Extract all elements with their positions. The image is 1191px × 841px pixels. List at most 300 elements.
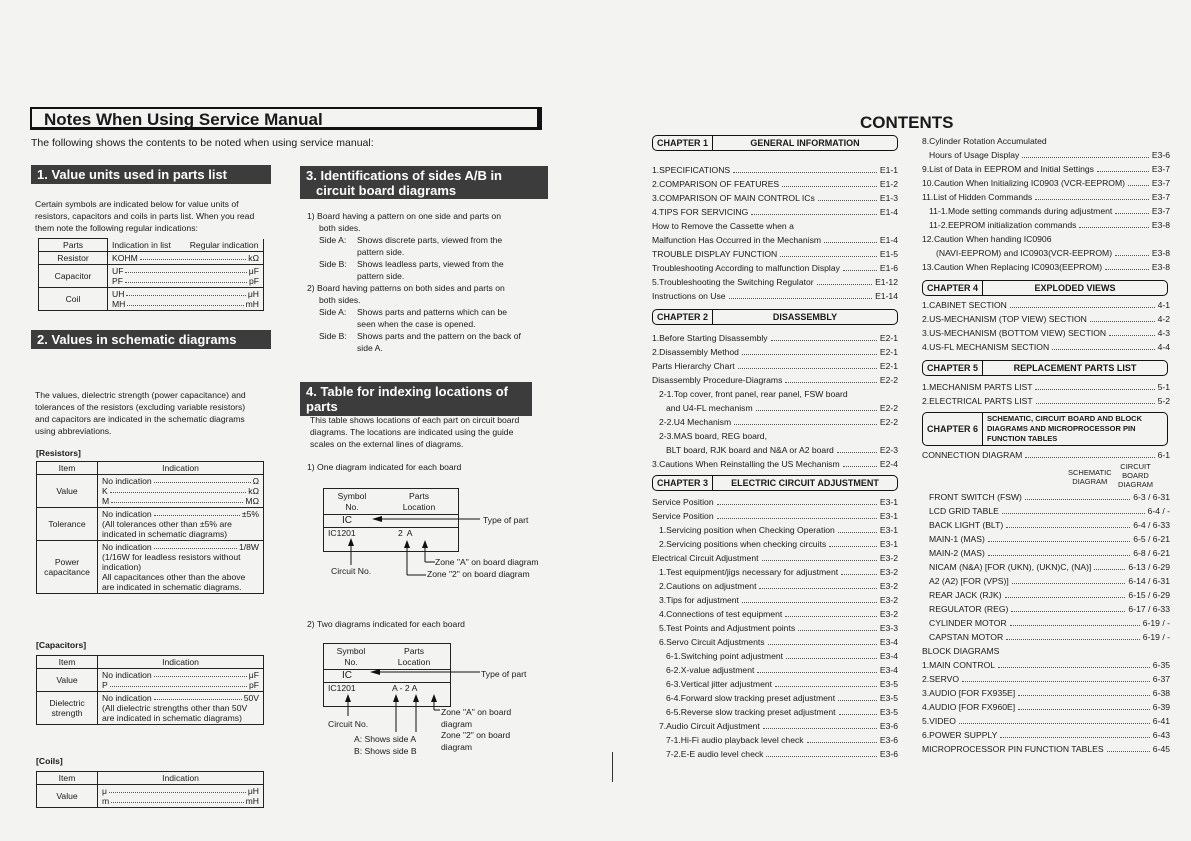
toc-entry-title: and U4-FL mechanism [666, 403, 753, 413]
toc-entry [652, 233, 898, 247]
toc-entry [922, 490, 1170, 504]
section-3-text: 1) Board having a pattern on one side and parts on both sides. Side A: Shows discrete parts, viewed from the pattern side. Side B: Shows leadless parts, viewed from the pattern side. 2) Board having patterns on both sides and parts on both sides. Side A: Shows parts and patterns which can be seen when the case is opened. Side B: Shows parts and the pattern on the back of side A. [307, 211, 521, 353]
toc-entry-page: 6-5 / 6-21 [1133, 534, 1170, 544]
chapter-3-header: CHAPTER 3 ELECTRIC CIRCUIT ADJUSTMENT [652, 475, 898, 491]
toc-entry-title: 3.US-MECHANISM (BOTTOM VIEW) SECTION [922, 328, 1107, 338]
toc-entry-page: E1-5 [879, 249, 898, 259]
toc-entry [652, 495, 898, 509]
toc-entry [652, 635, 898, 649]
toc-entry-page: E1-3 [879, 193, 898, 203]
toc-entry [922, 644, 1170, 658]
toc-entry [922, 672, 1170, 686]
toc-entry [652, 457, 898, 471]
col-indication: Indication [98, 656, 264, 669]
toc-entry-page: 6-39 [1152, 702, 1170, 712]
side-b-label: B: Shows side B [354, 746, 417, 756]
toc-entry-title: 1.MAIN CONTROL [922, 660, 996, 670]
toc-entry-page: E3-6 [879, 749, 898, 759]
toc-entry-title: Service Position [652, 497, 714, 507]
toc-entry-page: E3-4 [879, 665, 898, 675]
toc-entry [652, 415, 898, 429]
capacitors-table [36, 655, 264, 725]
toc-entry [652, 705, 898, 719]
toc-entry [922, 246, 1170, 260]
capacitor-pf: PF pF [112, 276, 259, 286]
toc-entry-page: 6-19 / - [1142, 618, 1170, 628]
col-parts: Parts [39, 239, 108, 252]
res-tol-line: indicated in schematic diagrams) [102, 529, 228, 539]
coil-value-item: Value [37, 785, 98, 808]
toc-entry [652, 401, 898, 415]
toc-entry-page: E3-3 [879, 623, 898, 633]
toc-entry-page: E2-1 [879, 347, 898, 357]
cap-diel-line: (All dielectric strengths other than 50V [102, 703, 248, 713]
toc-entry [652, 621, 898, 635]
toc-entry [652, 247, 898, 261]
toc-entry-page: 4-3 [1157, 328, 1170, 338]
toc-entry-title: 8.Cylinder Rotation Accumulated [922, 136, 1047, 146]
toc-entry-page: E3-7 [1151, 178, 1170, 188]
zone-2-label: Zone "2" on board diagram [427, 569, 530, 579]
toc-entry-page: E3-2 [879, 595, 898, 605]
toc-entry [922, 394, 1170, 408]
toc-entry-title: BACK LIGHT (BLT) [929, 520, 1004, 530]
toc-entry-title: 6-1.Switching point adjustment [666, 651, 784, 661]
toc-entry [652, 747, 898, 761]
toc-entry-page: E1-4 [879, 207, 898, 217]
toc-entry-page: E3-1 [879, 497, 898, 507]
toc-entry [922, 312, 1170, 326]
connection-diagram-entry: CONNECTION DIAGRAM 6-1 [922, 450, 1170, 460]
toc-entry [652, 359, 898, 373]
toc-entry-page: E1-1 [879, 165, 898, 175]
toc-entry-page: E3-1 [879, 525, 898, 535]
toc-entry-page: E3-7 [1151, 206, 1170, 216]
chapter-4-list [922, 298, 1170, 354]
index-diagram-2: Symbol No. Parts Location IC IC1201 A - 2 A [323, 643, 451, 707]
toc-entry-page: E3-8 [1151, 220, 1170, 230]
toc-entry [652, 649, 898, 663]
res-power-line: All capacitances other than the above [102, 572, 246, 582]
cap-value-item: Value [37, 669, 98, 692]
toc-entry [652, 537, 898, 551]
toc-entry [922, 658, 1170, 672]
capacitors-label: [Capacitors] [36, 640, 87, 650]
res-power-item: Power capacitance [37, 541, 98, 594]
toc-entry [922, 742, 1170, 756]
toc-entry-title: 7-1.Hi-Fi audio playback level check [666, 735, 804, 745]
res-tol-line: No indication ±5% [102, 509, 259, 519]
toc-entry [652, 261, 898, 275]
res-value-line: M MΩ [102, 496, 259, 506]
toc-entry-page: E2-2 [879, 403, 898, 413]
toc-entry [922, 340, 1170, 354]
toc-entry [652, 205, 898, 219]
toc-entry [652, 275, 898, 289]
col-item: Item [37, 656, 98, 669]
toc-entry-title: CAPSTAN MOTOR [929, 632, 1004, 642]
toc-entry [652, 219, 898, 233]
toc-entry [922, 546, 1170, 560]
section-4-heading: 4. Table for indexing locations of parts [300, 382, 532, 416]
toc-entry [652, 443, 898, 457]
toc-entry-page: E3-8 [1151, 248, 1170, 258]
resistor-kohm: KOHM kΩ [112, 253, 259, 263]
toc-entry-page: 6-35 [1152, 660, 1170, 670]
toc-entry-title: MAIN-1 (MAS) [929, 534, 985, 544]
circuit-no-label: Circuit No. [331, 566, 372, 576]
toc-entry-title: 1.Servicing position when Checking Operation [659, 525, 835, 535]
toc-entry-title: 5.VIDEO [922, 716, 956, 726]
toc-entry-title: 2.US-MECHANISM (TOP VIEW) SECTION [922, 314, 1087, 324]
toc-entry-page: E2-4 [879, 459, 898, 469]
row-resistor: Resistor [39, 252, 108, 265]
toc-entry-page: 6-38 [1152, 688, 1170, 698]
chapter-2-list [652, 331, 898, 471]
type-of-part-label: Type of part [483, 515, 529, 525]
toc-entry [922, 504, 1170, 518]
cap-dielectric-item: Dielectric strength [37, 692, 98, 725]
toc-entry-page: E3-1 [879, 511, 898, 521]
toc-entry [922, 148, 1170, 162]
toc-entry-page: E3-1 [879, 539, 898, 549]
toc-entry-page: E2-1 [879, 361, 898, 371]
toc-entry-page: E1-6 [879, 263, 898, 273]
toc-entry-title: 1.Before Starting Disassembly [652, 333, 768, 343]
chapter-1-list [652, 163, 898, 303]
toc-entry-page: 6-15 / 6-29 [1128, 590, 1170, 600]
toc-entry-title: 3.AUDIO [FOR FX935E] [922, 688, 1016, 698]
toc-entry [922, 700, 1170, 714]
toc-entry-title: 4.US-FL MECHANISM SECTION [922, 342, 1050, 352]
toc-entry [652, 565, 898, 579]
toc-entry [652, 345, 898, 359]
row-capacitor: Capacitor [39, 265, 108, 288]
zone-2-label-2: Zone "2" on board diagram [441, 730, 511, 752]
toc-entry-title: Troubleshooting According to malfunction Display [652, 263, 840, 273]
toc-entry [922, 574, 1170, 588]
col-indication: Indication in list Regular indication [108, 239, 264, 251]
toc-entry [922, 560, 1170, 574]
chapter-3-list [652, 495, 898, 761]
toc-entry-title: 2-3.MAS board, REG board, [659, 431, 767, 441]
chapter-6-list [922, 490, 1170, 756]
resistors-label: [Resistors] [36, 448, 81, 458]
toc-entry [922, 190, 1170, 204]
toc-entry-title: 6.POWER SUPPLY [922, 730, 998, 740]
toc-entry-page: 6-3 / 6-31 [1133, 492, 1170, 502]
toc-entry [652, 719, 898, 733]
toc-entry-page: E1-12 [875, 277, 898, 287]
toc-entry [922, 588, 1170, 602]
intro-text: The following shows the contents to be noted when using service manual: [31, 137, 374, 149]
column-labels [922, 462, 1170, 490]
resistors-table [36, 461, 264, 594]
toc-entry-title: Disassembly Procedure-Diagrams [652, 375, 783, 385]
toc-entry [922, 714, 1170, 728]
toc-entry-title: 2-2.U4 Mechanism [659, 417, 732, 427]
res-value-item: Value [37, 475, 98, 508]
coil-value-line: m mH [102, 796, 259, 806]
toc-entry-title: 2.ELECTRICAL PARTS LIST [922, 396, 1033, 406]
toc-entry-title: 6-5.Reverse slow tracking preset adjustment [666, 707, 836, 717]
toc-entry-title: BLT board, RJK board and N&A or A2 board [666, 445, 834, 455]
toc-entry [922, 326, 1170, 340]
res-value-line: K kΩ [102, 486, 259, 496]
toc-entry-page: E2-1 [879, 333, 898, 343]
toc-entry [922, 204, 1170, 218]
toc-entry-page: 6-4 / 6-33 [1133, 520, 1170, 530]
section-1-text: Certain symbols are indicated below for value units of resistors, capacitors and coils in parts list. When you read them note the following regular indications: [35, 199, 255, 233]
toc-entry-title: 1.CABINET SECTION [922, 300, 1007, 310]
toc-entry [652, 663, 898, 677]
coil-uh: UH μH [112, 289, 259, 299]
section-2-heading: 2. Values in schematic diagrams [31, 330, 271, 349]
toc-entry-title: 3.Cautions When Reinstalling the US Mechanism [652, 459, 840, 469]
toc-entry [922, 176, 1170, 190]
value-units-table [38, 238, 264, 311]
toc-entry-title: 3.Tips for adjustment [659, 595, 739, 605]
toc-entry-page: E3-8 [1151, 262, 1170, 272]
toc-entry-title: NICAM (N&A) [FOR (UKN), (UKN)C, (NA)] [929, 562, 1092, 572]
toc-entry-page: E3-5 [879, 693, 898, 703]
col-indication: Indication [98, 462, 264, 475]
page-fold [612, 752, 613, 782]
diagram-1-title: 1) One diagram indicated for each board [307, 462, 462, 472]
toc-entry-title: 6.Servo Circuit Adjustments [659, 637, 765, 647]
section-1-heading: 1. Value units used in parts list [31, 165, 271, 184]
res-power-line: (1/16W for leadless resistors without [102, 552, 241, 562]
toc-entry-title: 5.Troubleshooting the Switching Regulator [652, 277, 814, 287]
toc-entry-title: 2-1.Top cover, front panel, rear panel, FSW board [659, 389, 848, 399]
toc-entry-page: E3-6 [1151, 150, 1170, 160]
toc-entry [652, 551, 898, 565]
cap-diel-line: are indicated in schematic diagrams) [102, 713, 242, 723]
index-diagram-1: Symbol No. Parts Location IC IC1201 2 A [323, 488, 459, 552]
toc-entry-page: E3-7 [1151, 192, 1170, 202]
toc-entry-title: 2.Servicing positions when checking circuits [659, 539, 827, 549]
toc-entry-title: 6-4.Forward slow tracking preset adjustment [666, 693, 836, 703]
toc-entry-page: 6-41 [1152, 716, 1170, 726]
res-power-line: are indicated in schematic diagrams. [102, 582, 242, 592]
toc-entry-page: E3-6 [879, 735, 898, 745]
toc-entry-page: 6-8 / 6-21 [1133, 548, 1170, 558]
cap-diel-line: No indication 50V [102, 693, 259, 703]
chapter-3-continued-list [922, 134, 1170, 274]
toc-entry-title: 13.Caution When Replacing IC0903(EEPROM) [922, 262, 1103, 272]
side-a-label: A: Shows side A [354, 734, 417, 744]
toc-entry [652, 191, 898, 205]
toc-entry-title: Electrical Circuit Adjustment [652, 553, 759, 563]
toc-entry-title: 1.SPECIFICATIONS [652, 165, 731, 175]
toc-entry [652, 691, 898, 705]
toc-entry-title: (NAVI-EEPROM) and IC0903(VCR-EEPROM) [936, 248, 1113, 258]
toc-entry [652, 509, 898, 523]
toc-entry-title: 11-2.EEPROM initialization commands [929, 220, 1077, 230]
toc-entry [922, 218, 1170, 232]
toc-entry [652, 607, 898, 621]
toc-entry-page: E3-4 [879, 651, 898, 661]
toc-entry-title: REAR JACK (RJK) [929, 590, 1002, 600]
toc-entry-page: E3-2 [879, 609, 898, 619]
toc-entry-title: 7.Audio Circuit Adjustment [659, 721, 760, 731]
toc-entry-page: E1-2 [879, 179, 898, 189]
toc-entry [652, 177, 898, 191]
toc-entry-title: 2.Disassembly Method [652, 347, 739, 357]
col-item: Item [37, 462, 98, 475]
toc-entry [652, 429, 898, 443]
toc-entry [922, 532, 1170, 546]
toc-entry-page: 6-17 / 6-33 [1128, 604, 1170, 614]
toc-entry [652, 593, 898, 607]
section-2-text: The values, dielectric strength (power capacitance) and tolerances of the resistors (excluding variable resistors) and capacitors are indicated in the schematic diagrams using abbreviations. [35, 390, 246, 436]
col-indication: Indication [98, 772, 264, 785]
toc-entry-title: 7-2.E-E audio level check [666, 749, 764, 759]
zone-a-label: Zone "A" on board diagram [435, 557, 539, 567]
toc-entry-page: E3-6 [879, 721, 898, 731]
toc-entry-title: 2.COMPARISON OF FEATURES [652, 179, 780, 189]
toc-entry-page: E1-4 [879, 235, 898, 245]
toc-entry-title: BLOCK DIAGRAMS [922, 646, 1000, 656]
coil-mh: MH mH [112, 299, 259, 309]
toc-entry [922, 380, 1170, 394]
chapter-5-list [922, 380, 1170, 408]
diagram-2-title: 2) Two diagrams indicated for each board [307, 619, 465, 629]
row-coil: Coil [39, 288, 108, 311]
toc-entry-page: E3-2 [879, 581, 898, 591]
toc-entry-title: Parts Hierarchy Chart [652, 361, 735, 371]
circuit-board-label: CIRCUIT BOARD DIAGRAM [1118, 462, 1154, 489]
toc-entry-page: E3-5 [879, 679, 898, 689]
toc-entry-title: 1.MECHANISM PARTS LIST [922, 382, 1033, 392]
chapter-4-header: CHAPTER 4 EXPLODED VIEWS [922, 280, 1168, 296]
toc-entry-title: 3.COMPARISON OF MAIN CONTROL ICs [652, 193, 815, 203]
toc-entry [922, 630, 1170, 644]
section-4-text: This table shows locations of each part on circuit board diagrams. The locations are indicated using the guide scales on the external lines of diagrams. [310, 415, 520, 449]
toc-entry-title: A2 (A2) [FOR (VPS)] [929, 576, 1009, 586]
toc-entry-title: 1.Test equipment/jigs necessary for adjustment [659, 567, 839, 577]
toc-entry-title: 2.Cautions on adjustment [659, 581, 757, 591]
res-power-line: indication) [102, 562, 142, 572]
toc-entry-page: E2-2 [879, 417, 898, 427]
toc-entry [922, 728, 1170, 742]
toc-entry-page: 4-1 [1157, 300, 1170, 310]
toc-entry [652, 387, 898, 401]
chapter-2-header: CHAPTER 2 DISASSEMBLY [652, 309, 898, 325]
toc-entry-title: 6-2.X-value adjustment [666, 665, 755, 675]
circuit-no-label-2: Circuit No. [328, 719, 369, 729]
chapter-1-header: CHAPTER 1 GENERAL INFORMATION [652, 135, 898, 151]
toc-entry-page: E3-2 [879, 553, 898, 563]
coils-label: [Coils] [36, 756, 63, 766]
toc-entry [922, 298, 1170, 312]
coils-table [36, 771, 264, 808]
toc-entry [922, 232, 1170, 246]
toc-entry-page: 6-19 / - [1142, 632, 1170, 642]
toc-entry-page: E1-14 [875, 291, 898, 301]
cap-value-line: No indication μF [102, 670, 259, 680]
toc-entry [922, 602, 1170, 616]
chapter-6-header: CHAPTER 6 SCHEMATIC, CIRCUIT BOARD AND BLOCK DIAGRAMS AND MICROPROCESSOR PIN FUNCTION TABLES [922, 412, 1168, 446]
toc-entry [922, 518, 1170, 532]
toc-entry-title: 4.Connections of test equipment [659, 609, 783, 619]
res-power-line: No indication 1/8W [102, 542, 259, 552]
toc-entry-page: E3-4 [879, 637, 898, 647]
toc-entry-page: 6-43 [1152, 730, 1170, 740]
toc-entry [652, 677, 898, 691]
toc-entry-title: MICROPROCESSOR PIN FUNCTION TABLES [922, 744, 1104, 754]
toc-entry [652, 289, 898, 303]
toc-entry [922, 134, 1170, 148]
toc-entry-title: MAIN-2 (MAS) [929, 548, 985, 558]
toc-entry-title: 4.AUDIO [FOR FX960E] [922, 702, 1016, 712]
toc-entry-title: 4.TIPS FOR SERVICING [652, 207, 749, 217]
toc-entry-page: 5-1 [1157, 382, 1170, 392]
chapter-5-header: CHAPTER 5 REPLACEMENT PARTS LIST [922, 360, 1168, 376]
toc-entry-title: TROUBLE DISPLAY FUNCTION [652, 249, 778, 259]
res-tol-line: (All tolerances other than ±5% are [102, 519, 232, 529]
section-3-heading: 3. Identifications of sides A/B in circuit board diagrams [300, 166, 548, 199]
toc-column-1 [652, 135, 898, 761]
toc-entry [652, 331, 898, 345]
toc-entry [652, 163, 898, 177]
toc-entry-title: 6-3.Vertical jitter adjustment [666, 679, 773, 689]
toc-entry-page: 6-37 [1152, 674, 1170, 684]
toc-entry-page: 6-14 / 6-31 [1128, 576, 1170, 586]
schematic-label: SCHEMATIC DIAGRAM [1068, 468, 1112, 486]
toc-entry-title: 11.List of Hidden Commands [922, 192, 1033, 202]
toc-entry-page: 6-45 [1152, 744, 1170, 754]
toc-entry-title: 11-1.Mode setting commands during adjustment [929, 206, 1113, 216]
cap-value-line: P pF [102, 680, 259, 690]
toc-entry [922, 260, 1170, 274]
toc-entry-page: 4-4 [1157, 342, 1170, 352]
type-of-part-label-2: Type of part [481, 669, 527, 679]
res-tolerance-item: Tolerance [37, 508, 98, 541]
toc-entry-title: 5.Test Points and Adjustment points [659, 623, 796, 633]
zone-a-label-2: Zone "A" on board diagram [441, 707, 512, 729]
page-title: Notes When Using Service Manual [30, 107, 542, 130]
res-value-line: No indication Ω [102, 476, 259, 486]
col-item: Item [37, 772, 98, 785]
toc-entry-page: 5-2 [1157, 396, 1170, 406]
toc-entry-title: FRONT SWITCH (FSW) [929, 492, 1022, 502]
toc-entry-page: E2-3 [879, 445, 898, 455]
toc-entry-page: E3-7 [1151, 164, 1170, 174]
toc-entry-title: Instructions on Use [652, 291, 726, 301]
toc-entry-title: 9.List of Data in EEPROM and Initial Settings [922, 164, 1094, 174]
toc-entry [652, 523, 898, 537]
toc-entry-title: Malfunction Has Occurred in the Mechanism [652, 235, 822, 245]
toc-entry-title: How to Remove the Cassette when a [652, 221, 794, 231]
toc-entry-title: LCD GRID TABLE [929, 506, 999, 516]
toc-entry [922, 162, 1170, 176]
toc-entry-page: 4-2 [1157, 314, 1170, 324]
toc-entry-page: 6-4 / - [1147, 506, 1170, 516]
toc-entry-title: Service Position [652, 511, 714, 521]
toc-entry-page: E3-5 [879, 707, 898, 717]
toc-entry [922, 616, 1170, 630]
toc-entry-title: REGULATOR (REG) [929, 604, 1009, 614]
toc-entry-title: CYLINDER MOTOR [929, 618, 1007, 628]
toc-entry [922, 686, 1170, 700]
toc-entry-title: 2.SERVO [922, 674, 960, 684]
toc-entry-title: Hours of Usage Display [929, 150, 1020, 160]
toc-entry [652, 579, 898, 593]
toc-entry [652, 373, 898, 387]
capacitor-uf: UF μF [112, 266, 259, 276]
toc-entry [652, 733, 898, 747]
